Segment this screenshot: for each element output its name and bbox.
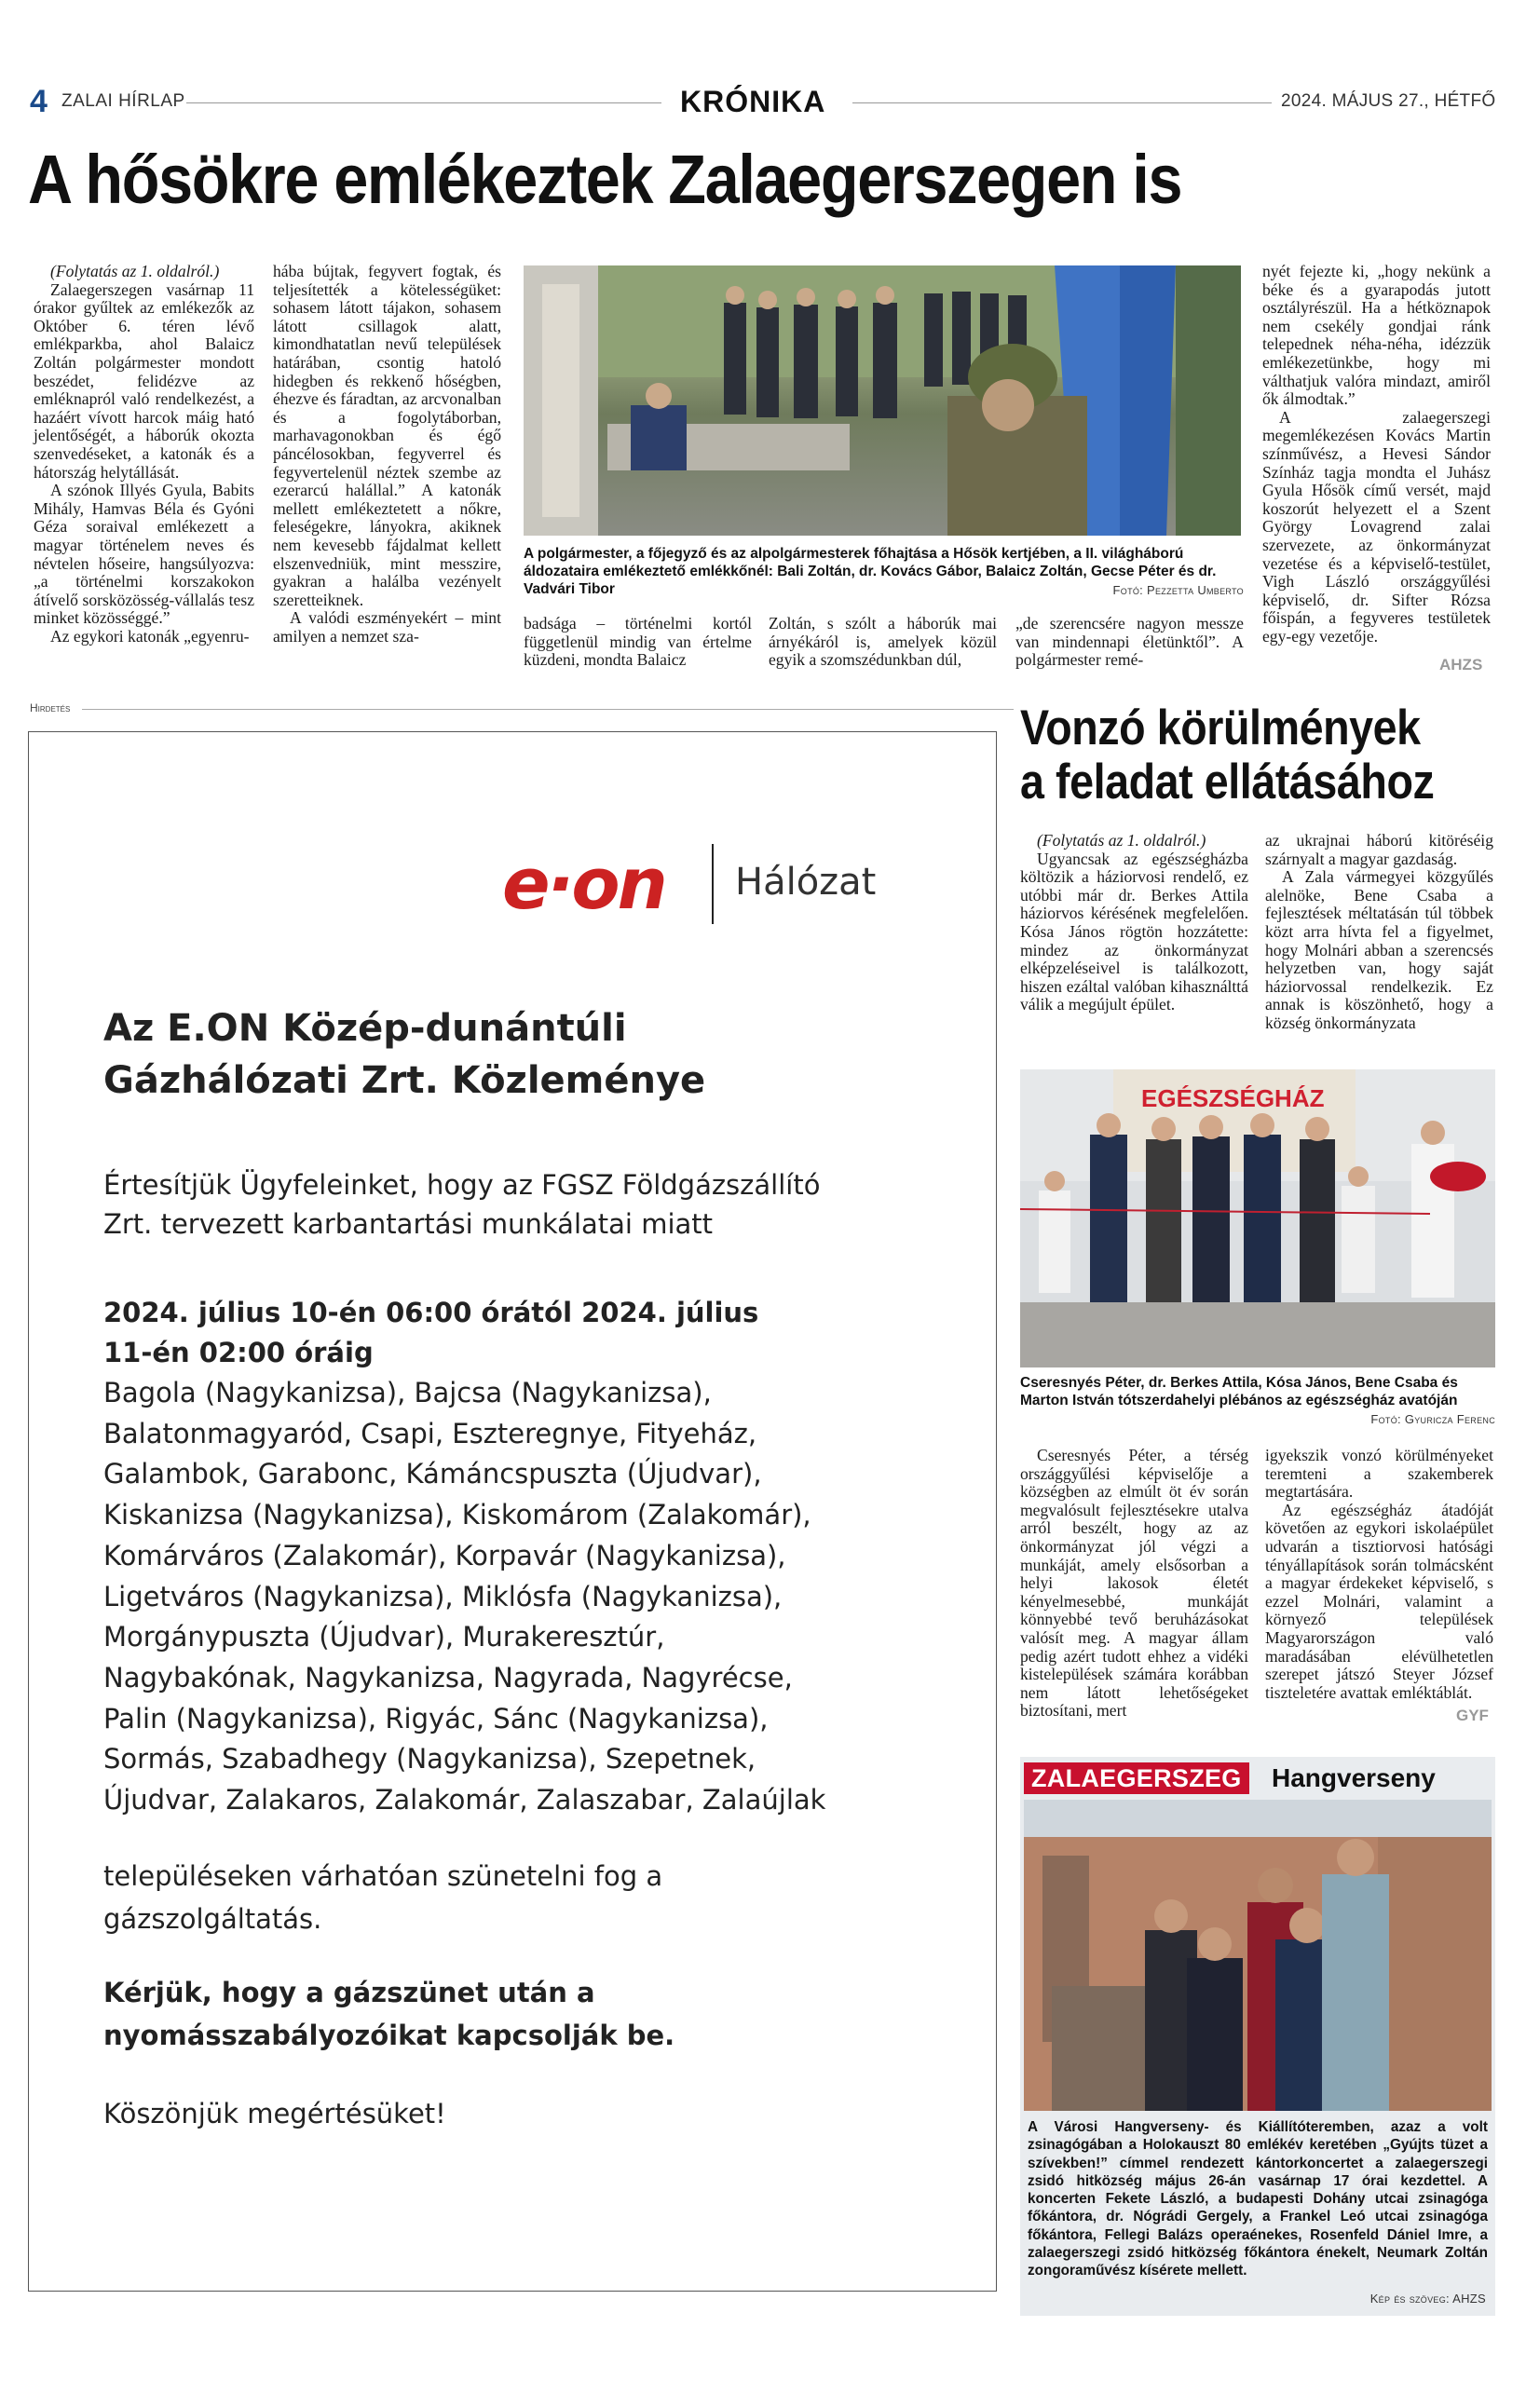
concert-photo-illustration xyxy=(1024,1800,1492,2111)
concert-box xyxy=(1020,1757,1495,2316)
health-house-sign: EGÉSZSÉGHÁZ xyxy=(1141,1084,1325,1112)
article2-column-2 xyxy=(1265,832,1493,1033)
health-house-photo-caption: Cseresnyés Péter, dr. Berkes Attila, Kósa János, Bene Csaba és Marton István tótszerdahelyi plébános az egészségház avatóján xyxy=(1020,1375,1458,1408)
article2-column-4 xyxy=(1265,1447,1493,1702)
paragraph: A Zala vármegyei közgyűlés alelnöke, Bene Csaba a fejlesztések méltatásán túl többek közt arra hívta fel a figyelmet, hogy Molnári abban a szerencsés helyzetben van, hogy saját háziorvossal rendelkezik. Ez annak is köszönhető, hogy a község önkormányzata xyxy=(1265,867,1493,1032)
health-house-photo-illustration xyxy=(1020,1069,1495,1367)
paragraph: Ugyancsak az egészségházba költözik a háziorvosi rendelő, ez utóbbi már dr. Berkes Attila háziorvos kérésének megfelelően. Kósa János rögtön hozzátette: mindez az önkormányzat elképzeléseivel is találkozott, hiszen ezáltal valóban kihasználttá válik a megújult épület. xyxy=(1020,849,1248,1014)
memorial-photo xyxy=(524,265,1241,536)
ad-intro: Értesítjük Ügyfeleinket, hogy az FGSZ Földgázszállító Zrt. tervezett karbantartási munkálatai miatt xyxy=(103,1169,821,1240)
header-rule-right xyxy=(852,102,1272,103)
issue-date: 2024. MÁJUS 27., HÉTFŐ xyxy=(1281,91,1496,111)
article2-column-3 xyxy=(1020,1447,1248,1721)
health-house-photo-credit: Fotó: Gyuricza Ferenc xyxy=(1370,1412,1495,1426)
ad-request: Kérjük, hogy a gázszünet után a nyomásszabályozóikat kapcsolják be. xyxy=(103,1977,675,2051)
paragraph: Cseresnyés Péter, a térség országgyűlési képviselője a községben az elmúlt öt év során megvalósult fejlesztésekre utalva arról beszélt, hogy az az önkormányzat jól végzi a munkáját, amely elsősorban a helyi lakosok életét kényelmesebbé, munkáját könnyebbé tevő beruházásokat valósít meg. A magyar állam pedig azért tudott ehhez a vidéki kistelepülések számára korábban nem látott lehetőségeket biztosítani, mert xyxy=(1020,1446,1248,1721)
concert-box-city: ZALAEGERSZEG xyxy=(1024,1762,1249,1794)
paragraph: Az egészségház átadóját követően az egykori iskolaépület udvarán a tisztiorvosi hatósági tényállapítások során tolmácsként a magyar érdekeket képviselő, s ezzel Molnári, valamint a környező települések Magyarországon való maradásában elévülhetetlen szerepet játszó Steyer József tiszteletére avattak emléktáblát. xyxy=(1265,1500,1493,1702)
ad-box xyxy=(28,731,997,2292)
paragraph: nyét fejezte ki, „hogy nekünk a béke és a gyarapodás jutott osztályrészül. Ha a hétköznapok nem csekély gondjai ránk telepednek néha-néha, idézzük emlékezetünkbe, hogy mi válthatjuk valóra mindazt, amiről ők álmodtak.” xyxy=(1262,262,1491,409)
ad-time: 2024. július 10-én 06:00 órától 2024. július 11-én 02:00 óráig xyxy=(103,1297,759,1368)
page-number: 4 xyxy=(30,84,48,119)
article2-column-1 xyxy=(1020,832,1248,1014)
health-house-photo xyxy=(1020,1069,1495,1367)
continued-note: (Folytatás az 1. oldalról.) xyxy=(50,262,220,280)
paragraph: hába bújtak, fegyvert fogtak, és teljesítették a kötelességüket: sohasem látott tájakon, sohasem látott csillagok alatt, kimondhatatlan nevű települések határában, csontig hatoló hidegben és rekkenő hőségben, éhezve és fáradtan, az arcvonalban és a fogolytáborban, marhavagonokban és égő páncélosokban, fegyverrel és fegyvertelenül néztek szembe az ezerarcú halállal.” A katonák mellett emlékeztetett a nőkre, feleségekre, lányokra, akiknek nem kevesebb fájdalmat kellett elszenvedniük, mint messzire, gyakran a halálba vezényelt szeretteiknek. xyxy=(273,262,501,609)
article1-column-1 xyxy=(34,263,254,646)
paragraph: A szónok Illyés Gyula, Babits Mihály, Hamvas Béla és Gyóni Géza soraival emlékezett a magyar történelem neves és névtelen hőseire, hangsúlyozva: „a történelmi korszakokon átívelő sorsközösség-vállalás tesz minket közösséggé.” xyxy=(34,481,254,628)
paragraph: badsága – történelmi kortól függetlenül mindig van értelme küzdeni, mondta Balaicz xyxy=(524,614,752,670)
memorial-photo-credit: Fotó: Pezzetta Umberto xyxy=(1112,583,1244,597)
paragraph: Az egykori katonák „egyenru- xyxy=(50,626,250,646)
ad-outro: településeken várhatóan szünetelni fog a gázszolgáltatás. xyxy=(103,1860,663,1935)
eon-logo-sub: Hálózat xyxy=(735,861,877,904)
article2-headline-line2: a feladat ellátásához xyxy=(1020,755,1435,809)
memorial-photo-caption: A polgármester, a főjegyző és az alpolgármesterek főhajtása a Hősök kertjében, a II. világháború áldozataira emlékeztető emlékkőnél: Bali Zoltán, dr. Kovács Gábor, Balaicz Zoltán, Gecse Péter és dr. Vadvári Tibor xyxy=(524,546,1217,597)
ad-places: Bagola (Nagykanizsa), Bajcsa (Nagykanizsa), Balatonmagyaród, Csapi, Eszteregnye, Fityeház, Galambok, Garabonc, Kámáncspuszta (Újudvar), Kiskanizsa (Nagykanizsa), Kiskomárom (Zalakomár), Komárváros (Zalakomár), Korpavár (Nagykanizsa), Ligetváros (Nagykanizsa), Miklósfa (Nagykanizsa), Morgánypuszta (Újudvar), Murakeresztúr, Nagybakónak, Nagykanizsa, Nagyrada, Nagyrécse, Palin (Nagykanizsa), Rigyác, Sánc (Nagykanizsa), Sormás, Szabadhegy (Nagykanizsa), Szepetnek, Újudvar, Zalakaros, Zalakomár, Zalaszabar, Zalaújlak xyxy=(103,1377,826,1816)
paragraph: Zoltán, s szólt a háborúk mai árnyékáról is, amelyek közül egyik a szomszédunkban dúl, xyxy=(769,614,997,670)
section-title: KRÓNIKA xyxy=(680,85,826,118)
concert-box-topic: Hangverseny xyxy=(1272,1763,1436,1792)
eon-logo-divider xyxy=(712,844,714,924)
article1-column-5 xyxy=(1015,615,1244,670)
memorial-photo-illustration xyxy=(524,265,1241,536)
paragraph: Zalaegerszegen vasárnap 11 órakor gyűltek az emlékezők az Október 6. téren lévő emlékparkba, ahol Balaicz Zoltán polgármester mondott beszédet, felidézve az emléknapról való rendelkezést, a hazáért vívott harcok máig ható jelentőségét, a háborúk okozta szenvedéseket, a katonák és a hátország helytállását. xyxy=(34,279,254,482)
article2-headline-line1: Vonzó körülmények xyxy=(1020,701,1421,755)
article1-column-2 xyxy=(273,263,501,646)
publication-name: ZALAI HÍRLAP xyxy=(61,91,185,111)
article1-column-4 xyxy=(769,615,997,670)
eon-logo xyxy=(502,844,931,928)
paragraph: A zalaegerszegi megemlékezésen Kovács Martin színművész, a Hevesi Sándor Színház tagja mondta el Juhász Gyula Hősök című versét, majd koszorút helyezett el a Szent György Lovagrend zalai szervezete, az önkormányzat vezetése és a képviselő-testület, Vigh László országgyűlési képviselő, dr. Sifter Rózsa főispán, a fegyveres testületek egy-egy vezetője. xyxy=(1262,407,1491,646)
ad-label-rule xyxy=(82,709,1014,710)
paragraph: A valódi eszményekért – mint amilyen a nemzet sza- xyxy=(273,608,501,646)
continued-note: (Folytatás az 1. oldalról.) xyxy=(1037,831,1206,850)
article1-column-3 xyxy=(524,615,752,670)
paragraph: az ukrajnai háború kitöréséig szárnyalt a magyar gazdaság. xyxy=(1265,831,1493,868)
eon-logo-text: e·on xyxy=(502,842,665,925)
ad-title: Az E.ON Közép-dunántúli Gázhálózati Zrt. Közleménye xyxy=(103,1007,706,1102)
concert-caption: A Városi Hangverseny- és Kiállítóteremben, azaz a volt zsinagógában a Holokauszt 80 emlékév keretében „Gyújts tüzet a szívekben!” címmel rendezett kántorkoncertet a zalaegerszegi zsidó hitközség május 26-án vasárnap 17 órai kezdettel. A koncerten Fekete László, a budapesti Dohány utcai zsinagóga főkántora, dr. Nógrádi Gergely, a Frankel Leó utcai zsinagóga főkántora, Fellegi Balázs operaénekes, Rosenfeld Dániel Imre, a zalaegerszegi zsidó hitközség főkántora énekelt, Neumark Zoltán zongoraművész kísérete mellett. xyxy=(1028,2119,1488,2279)
article2-signature: GYF xyxy=(1456,1707,1489,1724)
article1-signature: AHZS xyxy=(1439,656,1483,673)
ad-label: Hirdetés xyxy=(30,701,71,714)
article1-column-6 xyxy=(1262,263,1491,646)
paragraph: igyekszik vonzó körülményeket teremteni a szakemberek megtartására. xyxy=(1265,1446,1493,1502)
article2-headline xyxy=(1020,701,1505,809)
concert-credit: Kép és szöveg: AHZS xyxy=(1369,2292,1486,2306)
article-headline: A hősökre emlékeztek Zalaegerszegen is xyxy=(28,141,1182,218)
header-rule-left xyxy=(186,102,661,103)
ad-thanks: Köszönjük megértésüket! xyxy=(103,2098,446,2129)
concert-photo xyxy=(1024,1800,1492,2111)
paragraph: „de szerencsére nagyon messze van mindennapi életünktől”. A polgármester remé- xyxy=(1015,614,1244,670)
